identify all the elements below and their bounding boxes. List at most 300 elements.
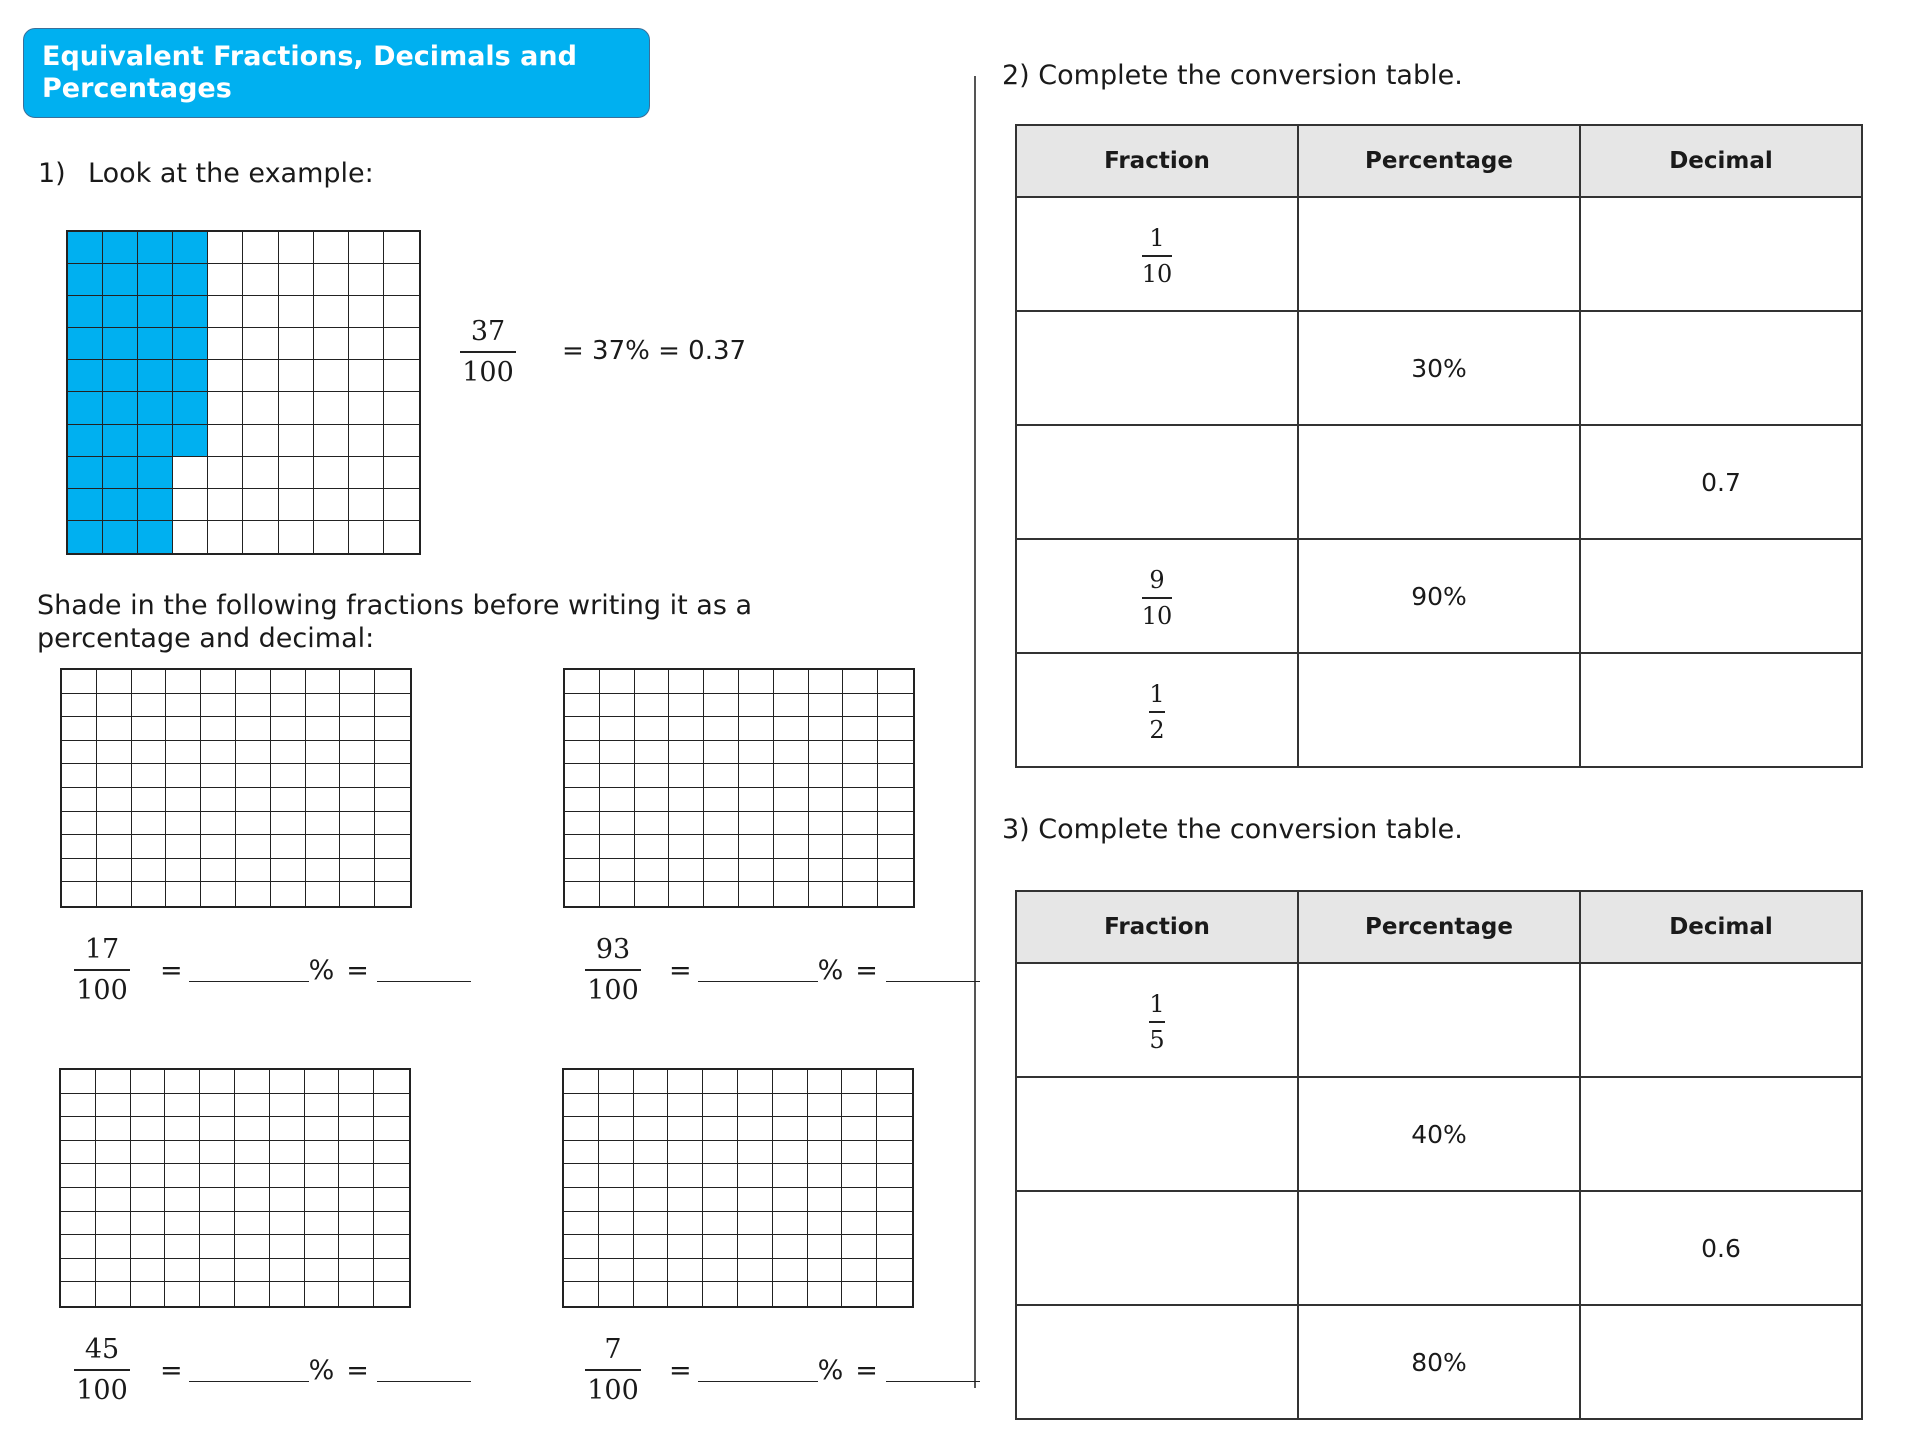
grid-square[interactable] [339,1164,374,1188]
grid-square[interactable] [878,670,913,694]
grid-square[interactable] [339,1235,374,1259]
grid-square[interactable] [62,764,97,788]
grid-square[interactable] [339,1070,374,1094]
grid-square[interactable] [235,1212,270,1236]
grid-square[interactable] [809,812,844,836]
grid-square[interactable] [340,717,375,741]
grid-square[interactable] [374,1188,409,1212]
grid-square[interactable] [200,1188,235,1212]
grid-square[interactable] [132,859,167,883]
grid-square[interactable] [808,1141,843,1165]
grid-square[interactable] [305,1141,340,1165]
grid-square[interactable] [738,1070,773,1094]
grid-square[interactable] [270,1070,305,1094]
grid-square[interactable] [774,812,809,836]
grid-square[interactable] [564,1282,599,1306]
grid-square[interactable] [843,764,878,788]
grid-square[interactable] [634,1259,669,1283]
grid-square[interactable] [635,882,670,906]
grid-square[interactable] [600,882,635,906]
grid-square[interactable] [668,1164,703,1188]
grid-square[interactable] [131,1282,166,1306]
grid-square[interactable] [97,717,132,741]
grid-square[interactable] [235,1188,270,1212]
grid-square[interactable] [878,764,913,788]
grid-square[interactable] [877,1141,912,1165]
exercise-grid-1[interactable] [60,668,412,908]
grid-square[interactable] [634,1212,669,1236]
grid-square[interactable] [599,1070,634,1094]
grid-square[interactable] [774,694,809,718]
percent-answer-blank[interactable] [698,959,818,982]
fraction-cell[interactable] [1016,1077,1298,1191]
grid-square[interactable] [599,1094,634,1118]
grid-square[interactable] [600,859,635,883]
grid-square[interactable] [375,764,410,788]
grid-square[interactable] [200,1259,235,1283]
grid-square[interactable] [235,1094,270,1118]
grid-square[interactable] [808,1235,843,1259]
grid-square[interactable] [738,1212,773,1236]
grid-square[interactable] [165,1141,200,1165]
grid-square[interactable] [375,882,410,906]
grid-square[interactable] [166,741,201,765]
grid-square[interactable] [201,812,236,836]
grid-square[interactable] [165,1164,200,1188]
grid-square[interactable] [738,1164,773,1188]
grid-square[interactable] [809,882,844,906]
grid-square[interactable] [668,1070,703,1094]
grid-square[interactable] [166,694,201,718]
grid-square[interactable] [877,1117,912,1141]
grid-square[interactable] [236,694,271,718]
grid-square[interactable] [132,717,167,741]
grid-square[interactable] [564,1141,599,1165]
grid-square[interactable] [62,859,97,883]
grid-square[interactable] [703,1259,738,1283]
grid-square[interactable] [565,741,600,765]
grid-square[interactable] [669,859,704,883]
grid-square[interactable] [62,812,97,836]
grid-square[interactable] [634,1117,669,1141]
percentage-cell[interactable] [1298,653,1580,767]
fraction-cell[interactable] [1016,1191,1298,1305]
grid-square[interactable] [878,859,913,883]
grid-square[interactable] [843,812,878,836]
grid-square[interactable] [809,670,844,694]
grid-square[interactable] [61,1070,96,1094]
grid-square[interactable] [808,1188,843,1212]
grid-square[interactable] [809,788,844,812]
grid-square[interactable] [878,788,913,812]
grid-square[interactable] [773,1259,808,1283]
grid-square[interactable] [375,694,410,718]
grid-square[interactable] [668,1094,703,1118]
grid-square[interactable] [131,1117,166,1141]
grid-square[interactable] [565,835,600,859]
grid-square[interactable] [235,1164,270,1188]
grid-square[interactable] [600,835,635,859]
grid-square[interactable] [843,882,878,906]
grid-square[interactable] [305,1212,340,1236]
grid-square[interactable] [773,1117,808,1141]
grid-square[interactable] [703,1188,738,1212]
grid-square[interactable] [878,717,913,741]
grid-square[interactable] [704,717,739,741]
grid-square[interactable] [773,1070,808,1094]
grid-square[interactable] [200,1235,235,1259]
grid-square[interactable] [843,694,878,718]
grid-square[interactable] [339,1094,374,1118]
grid-square[interactable] [236,882,271,906]
grid-square[interactable] [132,670,167,694]
grid-square[interactable] [738,1141,773,1165]
grid-square[interactable] [669,717,704,741]
grid-square[interactable] [305,1117,340,1141]
grid-square[interactable] [773,1212,808,1236]
grid-square[interactable] [600,670,635,694]
grid-square[interactable] [340,764,375,788]
grid-square[interactable] [669,694,704,718]
grid-square[interactable] [842,1070,877,1094]
grid-square[interactable] [271,694,306,718]
grid-square[interactable] [96,1094,131,1118]
grid-square[interactable] [668,1117,703,1141]
decimal-answer-blank[interactable] [377,1359,471,1382]
grid-square[interactable] [62,670,97,694]
grid-square[interactable] [96,1282,131,1306]
grid-square[interactable] [374,1259,409,1283]
percent-answer-blank[interactable] [698,1359,818,1382]
grid-square[interactable] [306,835,341,859]
grid-square[interactable] [635,694,670,718]
grid-square[interactable] [704,859,739,883]
grid-square[interactable] [565,670,600,694]
grid-square[interactable] [270,1235,305,1259]
grid-square[interactable] [131,1094,166,1118]
grid-square[interactable] [132,694,167,718]
grid-square[interactable] [61,1094,96,1118]
grid-square[interactable] [668,1235,703,1259]
grid-square[interactable] [842,1212,877,1236]
grid-square[interactable] [270,1141,305,1165]
grid-square[interactable] [703,1094,738,1118]
grid-square[interactable] [235,1117,270,1141]
grid-square[interactable] [843,788,878,812]
grid-square[interactable] [843,717,878,741]
grid-square[interactable] [565,717,600,741]
grid-square[interactable] [774,741,809,765]
grid-square[interactable] [236,717,271,741]
grid-square[interactable] [271,859,306,883]
grid-square[interactable] [375,812,410,836]
grid-square[interactable] [565,812,600,836]
grid-square[interactable] [306,741,341,765]
grid-square[interactable] [131,1188,166,1212]
grid-square[interactable] [165,1212,200,1236]
grid-square[interactable] [305,1094,340,1118]
grid-square[interactable] [61,1259,96,1283]
grid-square[interactable] [61,1117,96,1141]
grid-square[interactable] [808,1212,843,1236]
grid-square[interactable] [599,1141,634,1165]
grid-square[interactable] [842,1094,877,1118]
grid-square[interactable] [600,788,635,812]
grid-square[interactable] [236,741,271,765]
grid-square[interactable] [808,1070,843,1094]
decimal-answer-blank[interactable] [377,959,471,982]
grid-square[interactable] [306,670,341,694]
fraction-cell[interactable] [1016,1305,1298,1419]
grid-square[interactable] [842,1117,877,1141]
grid-square[interactable] [96,1117,131,1141]
grid-square[interactable] [132,788,167,812]
grid-square[interactable] [61,1282,96,1306]
grid-square[interactable] [599,1117,634,1141]
grid-square[interactable] [270,1164,305,1188]
grid-square[interactable] [599,1212,634,1236]
grid-square[interactable] [668,1188,703,1212]
grid-square[interactable] [61,1164,96,1188]
grid-square[interactable] [271,835,306,859]
grid-square[interactable] [809,741,844,765]
grid-square[interactable] [739,788,774,812]
grid-square[interactable] [773,1094,808,1118]
grid-square[interactable] [340,882,375,906]
grid-square[interactable] [374,1212,409,1236]
grid-square[interactable] [62,717,97,741]
grid-square[interactable] [599,1235,634,1259]
grid-square[interactable] [878,694,913,718]
grid-square[interactable] [669,741,704,765]
grid-square[interactable] [703,1141,738,1165]
grid-square[interactable] [634,1164,669,1188]
grid-square[interactable] [842,1259,877,1283]
grid-square[interactable] [773,1164,808,1188]
grid-square[interactable] [97,694,132,718]
grid-square[interactable] [564,1117,599,1141]
grid-square[interactable] [877,1259,912,1283]
grid-square[interactable] [634,1282,669,1306]
grid-square[interactable] [201,741,236,765]
grid-square[interactable] [270,1188,305,1212]
grid-square[interactable] [842,1282,877,1306]
grid-square[interactable] [739,670,774,694]
grid-square[interactable] [62,741,97,765]
grid-square[interactable] [201,835,236,859]
grid-square[interactable] [271,882,306,906]
grid-square[interactable] [97,788,132,812]
grid-square[interactable] [564,1070,599,1094]
grid-square[interactable] [809,764,844,788]
grid-square[interactable] [809,694,844,718]
grid-square[interactable] [374,1094,409,1118]
grid-square[interactable] [843,741,878,765]
grid-square[interactable] [703,1235,738,1259]
grid-square[interactable] [808,1117,843,1141]
grid-square[interactable] [634,1070,669,1094]
grid-square[interactable] [635,741,670,765]
percentage-cell[interactable] [1298,963,1580,1077]
grid-square[interactable] [97,882,132,906]
percentage-cell[interactable] [1298,1191,1580,1305]
grid-square[interactable] [201,882,236,906]
grid-square[interactable] [739,835,774,859]
grid-square[interactable] [564,1259,599,1283]
grid-square[interactable] [774,764,809,788]
grid-square[interactable] [375,788,410,812]
percentage-cell[interactable] [1298,197,1580,311]
grid-square[interactable] [703,1212,738,1236]
grid-square[interactable] [739,812,774,836]
grid-square[interactable] [375,859,410,883]
grid-square[interactable] [305,1070,340,1094]
grid-square[interactable] [668,1282,703,1306]
grid-square[interactable] [774,788,809,812]
decimal-cell[interactable] [1580,1077,1862,1191]
grid-square[interactable] [635,670,670,694]
grid-square[interactable] [878,882,913,906]
grid-square[interactable] [877,1164,912,1188]
grid-square[interactable] [132,764,167,788]
grid-square[interactable] [565,764,600,788]
grid-square[interactable] [131,1070,166,1094]
grid-square[interactable] [375,741,410,765]
grid-square[interactable] [200,1164,235,1188]
grid-square[interactable] [340,741,375,765]
exercise-grid-4[interactable] [562,1068,914,1308]
grid-square[interactable] [271,788,306,812]
grid-square[interactable] [565,788,600,812]
grid-square[interactable] [270,1282,305,1306]
grid-square[interactable] [131,1259,166,1283]
grid-square[interactable] [201,788,236,812]
grid-square[interactable] [739,764,774,788]
grid-square[interactable] [339,1141,374,1165]
grid-square[interactable] [704,812,739,836]
grid-square[interactable] [96,1235,131,1259]
decimal-cell[interactable] [1580,1305,1862,1419]
grid-square[interactable] [166,788,201,812]
grid-square[interactable] [634,1188,669,1212]
grid-square[interactable] [201,764,236,788]
grid-square[interactable] [97,812,132,836]
grid-square[interactable] [132,812,167,836]
grid-square[interactable] [339,1212,374,1236]
grid-square[interactable] [375,717,410,741]
grid-square[interactable] [165,1282,200,1306]
grid-square[interactable] [201,859,236,883]
grid-square[interactable] [306,788,341,812]
grid-square[interactable] [305,1282,340,1306]
grid-square[interactable] [635,764,670,788]
grid-square[interactable] [271,741,306,765]
grid-square[interactable] [704,694,739,718]
grid-square[interactable] [62,835,97,859]
grid-square[interactable] [374,1235,409,1259]
grid-square[interactable] [62,788,97,812]
grid-square[interactable] [843,835,878,859]
grid-square[interactable] [236,670,271,694]
decimal-cell[interactable] [1580,653,1862,767]
grid-square[interactable] [635,812,670,836]
grid-square[interactable] [599,1188,634,1212]
grid-square[interactable] [634,1235,669,1259]
grid-square[interactable] [774,859,809,883]
decimal-answer-blank[interactable] [886,959,980,982]
grid-square[interactable] [703,1117,738,1141]
grid-square[interactable] [306,882,341,906]
grid-square[interactable] [96,1212,131,1236]
grid-square[interactable] [306,694,341,718]
grid-square[interactable] [132,741,167,765]
grid-square[interactable] [774,717,809,741]
grid-square[interactable] [600,694,635,718]
grid-square[interactable] [201,670,236,694]
grid-square[interactable] [270,1212,305,1236]
grid-square[interactable] [270,1117,305,1141]
grid-square[interactable] [235,1259,270,1283]
grid-square[interactable] [877,1188,912,1212]
grid-square[interactable] [131,1141,166,1165]
grid-square[interactable] [340,670,375,694]
grid-square[interactable] [739,859,774,883]
grid-square[interactable] [165,1235,200,1259]
grid-square[interactable] [200,1094,235,1118]
percent-answer-blank[interactable] [189,1359,309,1382]
grid-square[interactable] [96,1070,131,1094]
grid-square[interactable] [564,1164,599,1188]
grid-square[interactable] [236,859,271,883]
grid-square[interactable] [704,670,739,694]
grid-square[interactable] [877,1070,912,1094]
decimal-cell[interactable] [1580,197,1862,311]
grid-square[interactable] [306,859,341,883]
grid-square[interactable] [165,1117,200,1141]
grid-square[interactable] [271,812,306,836]
grid-square[interactable] [96,1188,131,1212]
grid-square[interactable] [131,1164,166,1188]
grid-square[interactable] [669,670,704,694]
grid-square[interactable] [305,1259,340,1283]
grid-square[interactable] [738,1235,773,1259]
grid-square[interactable] [878,812,913,836]
grid-square[interactable] [877,1282,912,1306]
grid-square[interactable] [739,741,774,765]
grid-square[interactable] [808,1259,843,1283]
grid-square[interactable] [339,1282,374,1306]
grid-square[interactable] [738,1282,773,1306]
grid-square[interactable] [62,694,97,718]
grid-square[interactable] [600,717,635,741]
grid-square[interactable] [61,1212,96,1236]
grid-square[interactable] [165,1188,200,1212]
grid-square[interactable] [739,694,774,718]
grid-square[interactable] [131,1235,166,1259]
grid-square[interactable] [565,694,600,718]
grid-square[interactable] [236,788,271,812]
grid-square[interactable] [600,741,635,765]
grid-square[interactable] [843,670,878,694]
grid-square[interactable] [339,1259,374,1283]
grid-square[interactable] [842,1188,877,1212]
grid-square[interactable] [200,1282,235,1306]
grid-square[interactable] [739,882,774,906]
grid-square[interactable] [635,788,670,812]
grid-square[interactable] [669,835,704,859]
grid-square[interactable] [306,812,341,836]
grid-square[interactable] [773,1282,808,1306]
